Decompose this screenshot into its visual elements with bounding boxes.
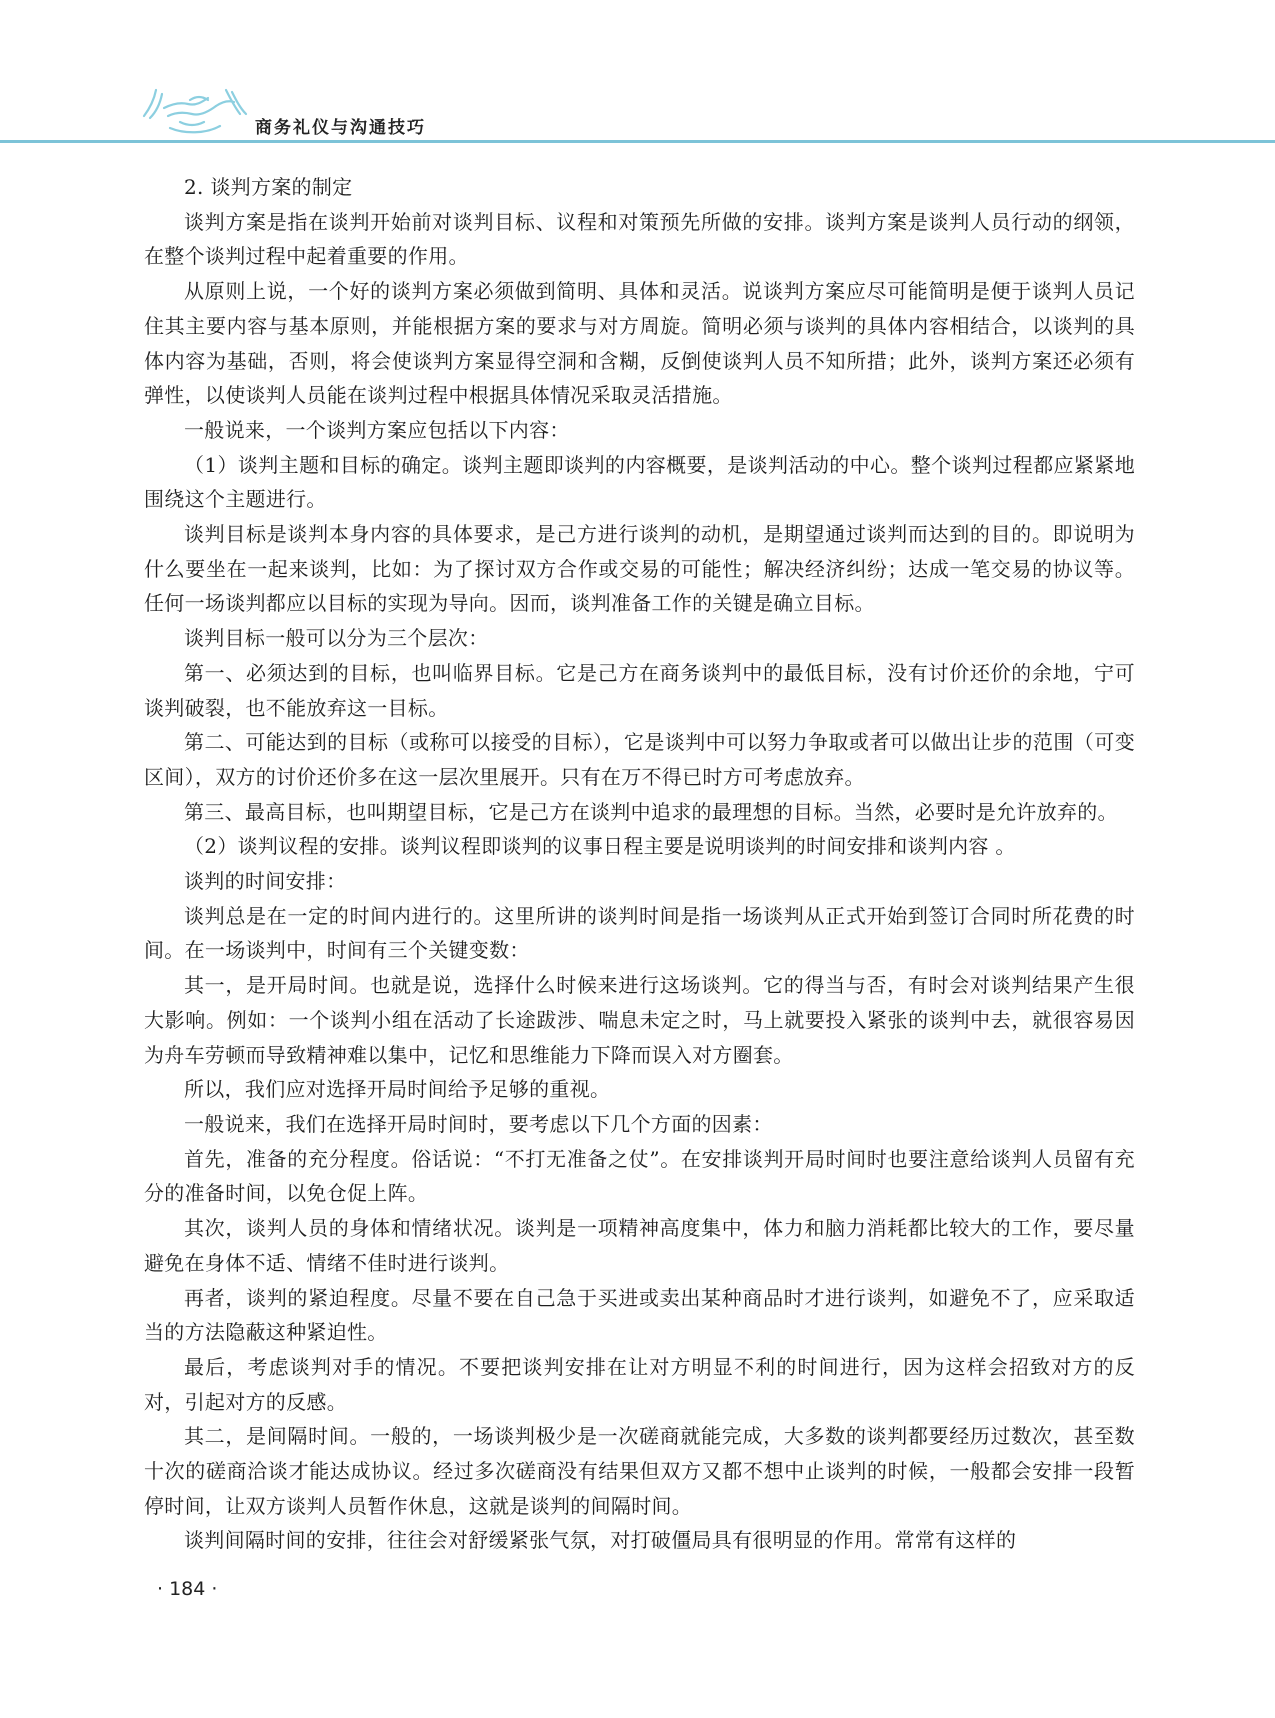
body-text [144,170,1135,1558]
page-number: · 184 · [157,1578,218,1600]
paragraph: 首先，准备的充分程度。俗话说：“不打无准备之仗”。在安排谈判开局时间时也要注意给谈判人员留有充分的准备时间，以免仓促上阵。 [144,1146,1135,1206]
paragraph: 谈判目标是谈判本身内容的具体要求，是己方进行谈判的动机，是期望通过谈判而达到的目的。即说明为什么要坐在一起来谈判，比如：为了探讨双方合作或交易的可能性；解决经济纠纷；达成一笔交易的协议等。任何一场谈判都应以目标的实现为导向。因而，谈判准备工作的关键是确立目标。 [144,522,1135,616]
handshake-logo-icon [140,78,250,138]
paragraph: 谈判方案是指在谈判开始前对谈判目标、议程和对策预先所做的安排。谈判方案是谈判人员行动的纲领，在整个谈判过程中起着重要的作用。 [144,209,1135,269]
paragraph: 最后，考虑谈判对手的情况。不要把谈判安排在让对方明显不利的时间进行，因为这样会招致对方的反对，引起对方的反感。 [144,1354,1135,1414]
paragraph: 谈判间隔时间的安排，往往会对舒缓紧张气氛，对打破僵局具有很明显的作用。常常有这样的 [184,1528,1017,1553]
paragraph: 一般说来，一个谈判方案应包括以下内容： [184,417,570,442]
paragraph: 第一、必须达到的目标，也叫临界目标。它是己方在商务谈判中的最低目标，没有讨价还价的余地，宁可谈判破裂，也不能放弃这一目标。 [144,660,1135,720]
paragraph: 谈判的时间安排： [184,869,347,894]
paragraph: 再者，谈判的紧迫程度。尽量不要在自己急于买进或卖出某种商品时才进行谈判，如避免不了，应采取适当的方法隐蔽这种紧迫性。 [144,1285,1135,1345]
paragraph: 其次，谈判人员的身体和情绪状况。谈判是一项精神高度集中，体力和脑力消耗都比较大的工作，要尽量避免在身体不适、情绪不佳时进行谈判。 [144,1216,1135,1275]
page-header [0,0,1275,150]
book-title: 商务礼仪与沟通技巧 [255,118,426,138]
paragraph: 其一，是开局时间。也就是说，选择什么时候来进行这场谈判。它的得当与否，有时会对谈判结果产生很大影响。例如：一个谈判小组在活动了长途跋涉、喘息未定之时，马上就要投入紧张的谈判中去，就很容易因为舟车劳顿而导致精神难以集中，记忆和思维能力下降而误入对方圈套。 [144,973,1135,1067]
paragraph: 从原则上说，一个好的谈判方案必须做到简明、具体和灵活。说谈判方案应尽可能简明是便于谈判人员记住其主要内容与基本原则，并能根据方案的要求与对方周旋。简明必须与谈判的具体内容相结合，以谈判的具体内容为基础，否则，将会使谈判方案显得空洞和含糊，反倒使谈判人员不知所措；此外，谈判方案还必须有弹性，以使谈判人员能在谈判过程中根据具体情况采取灵活措施。 [144,279,1135,408]
paragraph: 第二、可能达到的目标（或称可以接受的目标），它是谈判中可以努力争取或者可以做出让步的范围（可变区间），双方的讨价还价多在这一层次里展开。只有在万不得已时方可考虑放弃。 [144,730,1135,789]
paragraph: 第三、最高目标，也叫期望目标，它是己方在谈判中追求的最理想的目标。当然，必要时是允许放弃的。 [184,799,1118,824]
paragraph: 其二，是间隔时间。一般的，一场谈判极少是一次磋商就能完成，大多数的谈判都要经历过数次，甚至数十次的磋商洽谈才能达成协议。经过多次磋商没有结果但双方又都不想中止谈判的时候，一般都会安排一段暂停时间，让双方谈判人员暂作休息，这就是谈判的间隔时间。 [144,1424,1135,1518]
paragraph: 谈判总是在一定的时间内进行的。这里所讲的谈判时间是指一场谈判从正式开始到签订合同时所花费的时间。在一场谈判中，时间有三个关键变数： [144,903,1135,963]
paragraph: （1）谈判主题和目标的确定。谈判主题即谈判的内容概要，是谈判活动的中心。整个谈判过程都应紧紧地围绕这个主题进行。 [144,452,1135,512]
section-heading: 2. 谈判方案的制定 [184,175,353,199]
paragraph: 所以，我们应对选择开局时间给予足够的重视。 [184,1077,611,1102]
paragraph: 谈判目标一般可以分为三个层次： [184,626,489,651]
paragraph: （2）谈判议程的安排。谈判议程即谈判的议事日程主要是说明谈判的时间安排和谈判内容 。 [184,834,1016,859]
header-divider [0,140,1275,143]
paragraph: 一般说来，我们在选择开局时间时，要考虑以下几个方面的因素： [184,1111,773,1136]
